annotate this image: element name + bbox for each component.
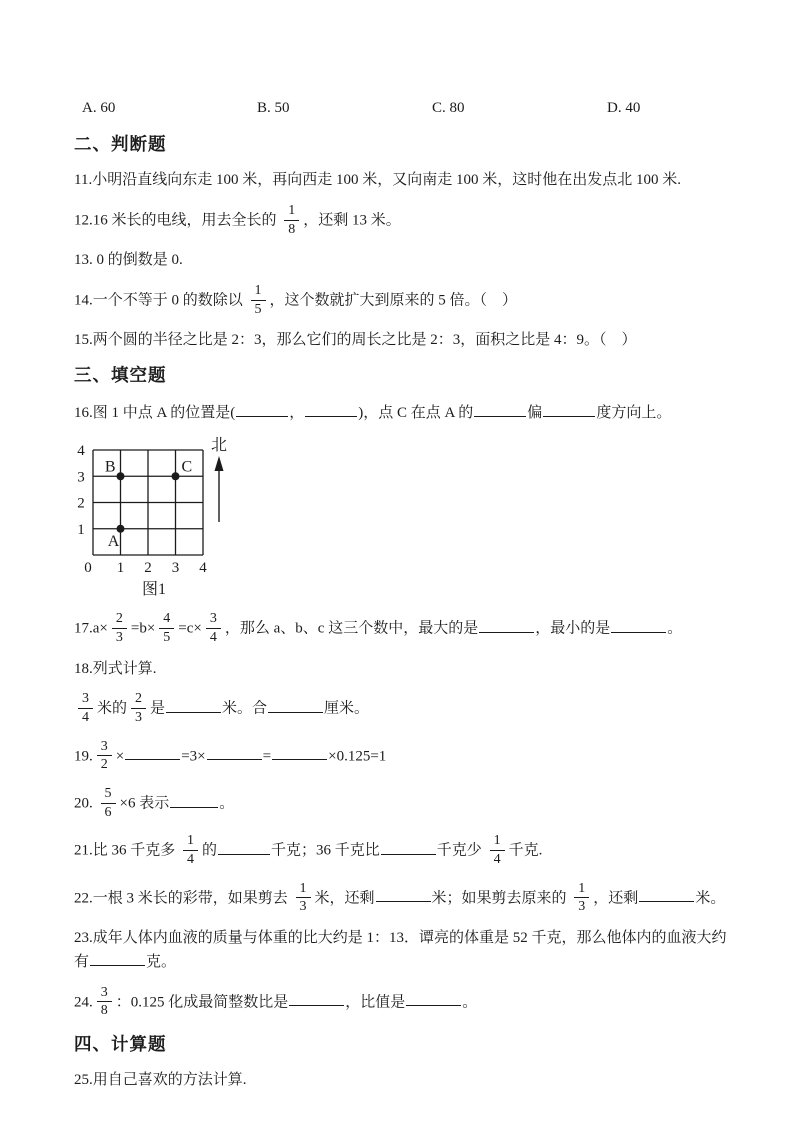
- y-tick-label: 2: [77, 495, 85, 512]
- question-text: =: [262, 748, 272, 765]
- question-18: [74, 659, 741, 681]
- fraction-numerator: 3: [97, 739, 112, 757]
- grid-figure-svg: [74, 436, 324, 601]
- north-label: 北: [210, 437, 228, 455]
- question-text: ，还剩 13 米。: [303, 212, 401, 229]
- answer-blank: [639, 886, 694, 902]
- question-text: 千克.: [508, 842, 543, 859]
- fraction-denominator: 3: [299, 899, 307, 915]
- fraction-numerator: 2: [131, 691, 146, 709]
- choice-option-d: D. 40: [607, 100, 641, 116]
- question-text: ×0.125=1: [328, 748, 387, 765]
- fraction-denominator: 3: [135, 709, 143, 725]
- answer-blank: [305, 401, 357, 417]
- question-17: [74, 611, 741, 647]
- fraction-denominator: 4: [187, 851, 195, 867]
- x-tick-label: 4: [199, 560, 207, 577]
- point-label-c: C: [181, 458, 193, 476]
- answer-blank: [474, 401, 526, 417]
- question-text: ，这个数就扩大到原来的 5 倍。（ ）: [269, 292, 518, 309]
- fraction-numerator: 1: [574, 881, 589, 899]
- question-text: 18.列式计算.: [74, 660, 157, 677]
- question-text: 。: [462, 994, 478, 1011]
- sections-root: [74, 132, 741, 1092]
- north-arrow-head: [215, 456, 224, 471]
- fraction: [159, 611, 174, 647]
- figure-caption: 图1: [141, 581, 167, 599]
- fraction-numerator: 1: [251, 283, 266, 301]
- question-text: 。: [667, 620, 683, 637]
- question-text: 。: [219, 795, 235, 812]
- fraction-denominator: 5: [163, 629, 171, 645]
- question-text: ×: [115, 748, 125, 765]
- question-text: 偏: [527, 405, 543, 422]
- answer-blank: [381, 839, 436, 855]
- question-18b: [74, 691, 741, 727]
- y-tick-label: 4: [77, 443, 85, 460]
- x-tick-label: 2: [144, 560, 152, 577]
- fraction-denominator: 3: [578, 899, 586, 915]
- question-text: 米，还剩: [314, 890, 375, 907]
- question-text: 的: [202, 842, 218, 859]
- question-text: ，那么 a、b、c 这三个数中，最大的是: [224, 620, 479, 637]
- section-heading-calculation: 四、计算题: [74, 1033, 167, 1054]
- question-text: ，: [289, 405, 305, 422]
- fraction-numerator: 3: [97, 985, 112, 1003]
- choice-option-a: A. 60: [82, 100, 116, 116]
- fraction-numerator: 2: [112, 611, 127, 629]
- section-heading-fill-in: 三、填空题: [74, 365, 167, 386]
- question-text: 15.两个圆的半径之比是 2：3，那么它们的周长之比是 2：3，面积之比是 4：9。（ ）: [74, 332, 637, 349]
- question-text: 14.一个不等于 0 的数除以: [74, 292, 247, 309]
- question-text: 米；如果剪去原来的: [431, 890, 571, 907]
- question-text: 24.: [74, 994, 93, 1011]
- question-25: [74, 1070, 741, 1092]
- question-text: 22.一根 3 米长的彩带，如果剪去: [74, 890, 292, 907]
- question-23: [74, 928, 741, 974]
- fraction-denominator: 6: [104, 804, 112, 820]
- fraction: [131, 691, 146, 727]
- point-b: [117, 472, 125, 480]
- question-20: [74, 786, 741, 822]
- question-24: [74, 985, 741, 1021]
- section-heading-judgement: 二、判断题: [74, 133, 167, 154]
- question-text: 25.用自己喜欢的方法计算.: [74, 1072, 247, 1089]
- fraction-denominator: 5: [254, 301, 262, 317]
- fraction: [183, 833, 198, 869]
- question-text: 千克；36 千克比: [271, 842, 380, 859]
- fraction: [78, 691, 93, 727]
- fraction-numerator: 1: [183, 833, 198, 851]
- question-text: )，点 C 在点 A 的: [358, 405, 474, 422]
- question-14: [74, 283, 741, 319]
- answer-blank: [170, 792, 218, 808]
- question-text: 11.小明沿直线向东走 100 米，再向西走 100 米，又向南走 100 米，这时他在出发点北 100 米.: [74, 172, 681, 189]
- question-text: 12.16 米长的电线，用去全长的: [74, 212, 281, 229]
- fraction-numerator: 3: [206, 611, 221, 629]
- answer-blank: [207, 744, 262, 760]
- answer-blank: [611, 617, 666, 633]
- question-text: 20.: [74, 795, 97, 812]
- fraction: [296, 881, 311, 917]
- choice-option-c: C. 80: [432, 100, 465, 116]
- question-19: [74, 739, 741, 775]
- choice-option-b: B. 50: [257, 100, 290, 116]
- question-text: =c×: [178, 620, 202, 637]
- fraction-numerator: 4: [159, 611, 174, 629]
- fraction: [574, 881, 589, 917]
- question-text: 米。: [695, 890, 726, 907]
- fraction: [284, 203, 299, 239]
- answer-blank: [218, 839, 270, 855]
- question-text: 19.: [74, 748, 93, 765]
- fraction-denominator: 3: [115, 629, 123, 645]
- question-text: 米。合: [222, 700, 268, 717]
- question-text: 16.图 1 中点 A 的位置是(: [74, 405, 236, 422]
- question-22: [74, 881, 741, 917]
- answer-blank: [289, 990, 344, 1006]
- fraction-numerator: 1: [284, 203, 299, 221]
- question-text: ，还剩: [593, 890, 639, 907]
- question-11: [74, 170, 741, 192]
- question-text: 度方向上。: [596, 405, 672, 422]
- point-label-b: B: [104, 458, 116, 476]
- fraction: [206, 611, 221, 647]
- fraction-numerator: 5: [101, 786, 116, 804]
- x-tick-label: 1: [116, 560, 125, 577]
- question-12: [74, 203, 741, 239]
- question-text: 23.成年人体内血液的质量与体重的比大约是 1：13．谭亮的体重是 52 千克，那么他体内的血液大约有: [74, 930, 727, 970]
- answer-blank: [272, 744, 327, 760]
- question-text: 是: [150, 700, 166, 717]
- question-text: ，最小的是: [535, 620, 611, 637]
- question-15: [74, 330, 741, 352]
- fraction: [251, 283, 266, 319]
- fraction-numerator: 3: [78, 691, 93, 709]
- answer-blank: [268, 697, 323, 713]
- answer-blank: [90, 950, 145, 966]
- figure-coordinate-grid: [74, 436, 741, 601]
- fraction-denominator: 2: [100, 757, 108, 773]
- answer-blank: [376, 886, 431, 902]
- question-text: 厘米。: [324, 700, 370, 717]
- question-21: [74, 833, 741, 869]
- choices-row: [82, 98, 741, 120]
- question-text: =3×: [181, 748, 206, 765]
- question-text: 13. 0 的倒数是 0.: [74, 252, 183, 269]
- fraction-numerator: 1: [490, 833, 505, 851]
- answer-blank: [479, 617, 534, 633]
- question-text: 米的: [97, 700, 128, 717]
- answer-blank: [543, 401, 595, 417]
- fraction: [490, 833, 505, 869]
- question-13: [74, 250, 741, 272]
- fraction: [112, 611, 127, 647]
- answer-blank: [166, 697, 221, 713]
- y-tick-label: 3: [77, 469, 85, 486]
- question-text: =b×: [130, 620, 156, 637]
- answer-blank: [125, 744, 180, 760]
- fraction: [97, 985, 112, 1021]
- question-text: ：0.125 化成最简整数比是: [115, 994, 289, 1011]
- fraction-denominator: 4: [82, 709, 89, 725]
- fraction-denominator: 4: [209, 629, 217, 645]
- fraction-denominator: 8: [288, 221, 296, 237]
- question-text: 克。: [146, 953, 177, 970]
- question-text: ×6 表示: [119, 795, 170, 812]
- question-16: [74, 401, 741, 425]
- fraction-numerator: 1: [296, 881, 311, 899]
- question-text: ，比值是: [345, 994, 406, 1011]
- question-text: 21.比 36 千克多: [74, 842, 180, 859]
- answer-blank: [406, 990, 461, 1006]
- point-label-a: A: [107, 532, 120, 550]
- fraction-denominator: 4: [493, 851, 501, 867]
- x-tick-label: 3: [171, 560, 180, 577]
- fraction: [97, 739, 112, 775]
- point-a: [117, 525, 125, 533]
- answer-blank: [236, 401, 288, 417]
- point-c: [172, 472, 180, 480]
- fraction: [101, 786, 116, 822]
- fraction-denominator: 8: [100, 1003, 108, 1019]
- question-text: 千克少: [436, 842, 486, 859]
- question-text: 17.a×: [74, 620, 108, 637]
- y-tick-label: 1: [77, 521, 85, 538]
- x-tick-label: 0: [84, 560, 92, 577]
